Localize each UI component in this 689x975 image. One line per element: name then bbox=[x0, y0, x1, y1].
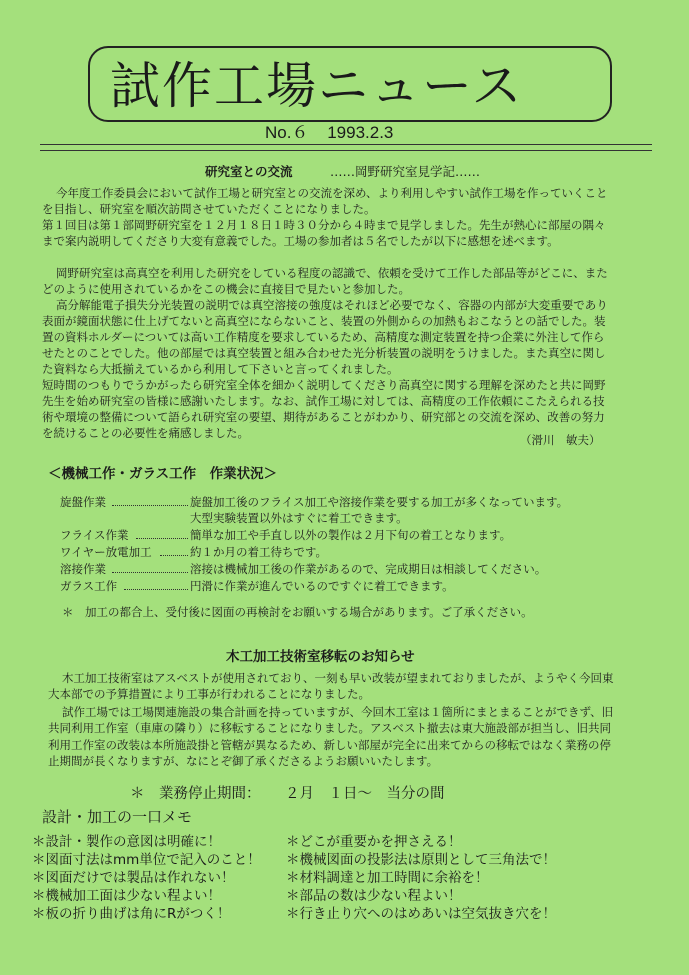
memo-tip-left: ＊機械加工面は少ない程よい！ bbox=[32, 888, 221, 904]
section2-note: ＊ 加工の都合上、受付後に図面の再検討をお願いする場合があります。ご了承ください。 bbox=[62, 605, 533, 619]
section3-line: 木工加工技術室はアスベストが使用されており、一刻も早い改装が望まれておりましたが、ようやく今回東 bbox=[62, 671, 614, 685]
memo-tip-left: ＊設計・製作の意図は明確に！ bbox=[32, 834, 221, 850]
suspension-label: ＊ 業務停止期間： bbox=[130, 786, 261, 802]
section3-title: 木工加工技術室移転のお知らせ bbox=[226, 649, 415, 665]
memo-tip-right: ＊どこが重要かを押さえる！ bbox=[286, 834, 462, 850]
section1-line: た資料なら大抵揃えているから利用して下さいと言ってくれました。 bbox=[42, 362, 399, 376]
memo-tip-right: ＊行き止り穴へのはめあいは空気抜き穴を！ bbox=[286, 906, 556, 922]
work-row-text: 大型実験装置以外はすぐに着工できます。 bbox=[190, 511, 408, 525]
section1-line: まで案内説明してくださり大変有意義でした。工場の参加者は５名でしたが以下に感想を述べます。 bbox=[42, 234, 559, 248]
newsletter-title: 試作工場ニュース bbox=[110, 57, 524, 115]
section3-line: 試作工場では工場関連施設の集合計画を持っていますが、今回木工室は１箇所にまとまることができず、旧 bbox=[62, 705, 614, 719]
memo-tip-right: ＊材料調達と加工時間に余裕を！ bbox=[286, 870, 489, 886]
section3-line: 利用工作室の改装は本所施設掛と管轄が異なるため、新しい部屋が完全に出来てからの移転ではなく業務の停 bbox=[48, 738, 612, 752]
section1-line: 置の資料ホルダーについては高い工作精度を要求しているため、高精度な測定装置を持つ企業に外注して作ら bbox=[42, 330, 605, 344]
work-row-label: 旋盤作業 bbox=[60, 495, 106, 509]
section1-line: せたとのことでした。他の部屋では真空装置と組み合わせた光分析装置の説明をうけました。また真空に関し bbox=[42, 346, 606, 360]
section2-title: ＜機械工作・ガラス工作 作業状況＞ bbox=[48, 466, 278, 482]
issue-date: 1993.2.3 bbox=[327, 123, 394, 142]
section1-line: 高分解能電子損失分光装置の説明では真空溶接の強度はそれほど必要でなく、容器の内部が大変重要であり bbox=[56, 298, 608, 312]
section1-title: 研究室との交流 bbox=[205, 164, 293, 179]
work-row-label: 溶接作業 bbox=[60, 562, 106, 576]
section1-line: 今年度工作委員会において試作工場と研究室との交流を深め、より利用しやすい試作工場を作っていくこと bbox=[56, 186, 608, 200]
issue-line bbox=[265, 118, 407, 143]
section1-author: （滑川 敏夫） bbox=[520, 433, 601, 447]
section1-line: 表面が鏡面状態に仕上げてないと高真空にならないこと、装置の外側からの加熱もおこなうとの話でした。装 bbox=[42, 314, 606, 328]
work-row-text: 約１か月の着工待ちです。 bbox=[190, 545, 327, 559]
section3-line: 共同利用工作室（車庫の隣り）に移転することになりました。アスベスト撤去は東大施設部が担当し、旧共同 bbox=[48, 721, 612, 735]
work-row-label: ガラス工作 bbox=[60, 579, 118, 593]
memo-tip-right: ＊機械図面の投影法は原則として三角法で！ bbox=[286, 852, 556, 868]
memo-tip-left: ＊図面寸法はmm単位で記入のこと！ bbox=[32, 852, 261, 868]
memo-tip-right: ＊部品の数は少ない程よい！ bbox=[286, 888, 462, 904]
leader-dots bbox=[124, 589, 188, 590]
leader-dots bbox=[112, 505, 188, 506]
header-divider-inner bbox=[40, 150, 652, 151]
issue-number: No.６ bbox=[265, 123, 309, 142]
leader-dots bbox=[160, 555, 188, 556]
work-row-text: 溶接は機械加工後の作業があるので、完成期日は相談してください。 bbox=[190, 562, 547, 576]
memo-tip-left: ＊図面だけでは製品は作れない！ bbox=[32, 870, 235, 886]
section1-line: 術や環境の整備について語られ研究室の要望、期待があることがわかり、研究部との交流を深め、改善の努力 bbox=[42, 410, 605, 424]
section3-line: 大本部での予算措置により工事が行われることになりました。 bbox=[48, 687, 370, 701]
section1-line: 先生を始め研究室の皆様に感謝いたします。なお、試作工場に対しては、高精度の工作依頼にこたえられる技 bbox=[42, 394, 605, 408]
leader-dots bbox=[112, 572, 188, 573]
work-row-text: 円滑に作業が進んでいるのですぐに着工できます。 bbox=[190, 579, 454, 593]
section3-line: 止期間が長くなりますが、なにとぞ御了承くださるようお願いいたします。 bbox=[48, 754, 439, 768]
section1-subtitle: ……岡野研究室見学記…… bbox=[330, 164, 481, 179]
work-row-text: 簡単な加工や手直し以外の製作は２月下旬の着工となります。 bbox=[190, 528, 512, 542]
leader-dots bbox=[136, 538, 188, 539]
memo-title: 設計・加工の一口メモ bbox=[42, 808, 193, 826]
section1-line: 岡野研究室は高真空を利用した研究をしている程度の認識で、依頼を受けて工作した部品等がどこに、また bbox=[56, 266, 608, 280]
section1-line: 第１回目は第１部岡野研究室を１２月１８日１時３０分から４時まで見学しました。先生が熱心に部屋の隅々 bbox=[42, 218, 606, 232]
memo-tip-left: ＊板の折り曲げは角にRがつく！ bbox=[32, 906, 231, 922]
suspension-period: ２月 １日〜 当分の間 bbox=[285, 786, 445, 802]
section1-line: を続けることの必要性を痛感しました。 bbox=[42, 426, 249, 440]
section1-line: どのように使用されているかをこの機会に直接目で見たいと参加した。 bbox=[42, 282, 410, 296]
work-row-label: フライス作業 bbox=[60, 528, 129, 542]
header-divider bbox=[40, 144, 652, 145]
work-row-text: 旋盤加工後のフライス加工や溶接作業を要する加工が多くなっています。 bbox=[190, 495, 569, 509]
section1-line: を目指し、研究室を順次訪問させていただくことになりました。 bbox=[42, 202, 376, 216]
work-row-label: ワイヤー放電加工 bbox=[60, 545, 152, 559]
section1-line: 短時間のつもりでうかがったら研究室全体を細かく説明してくださり高真空に関する理解を深めたと共に岡野 bbox=[42, 378, 606, 392]
